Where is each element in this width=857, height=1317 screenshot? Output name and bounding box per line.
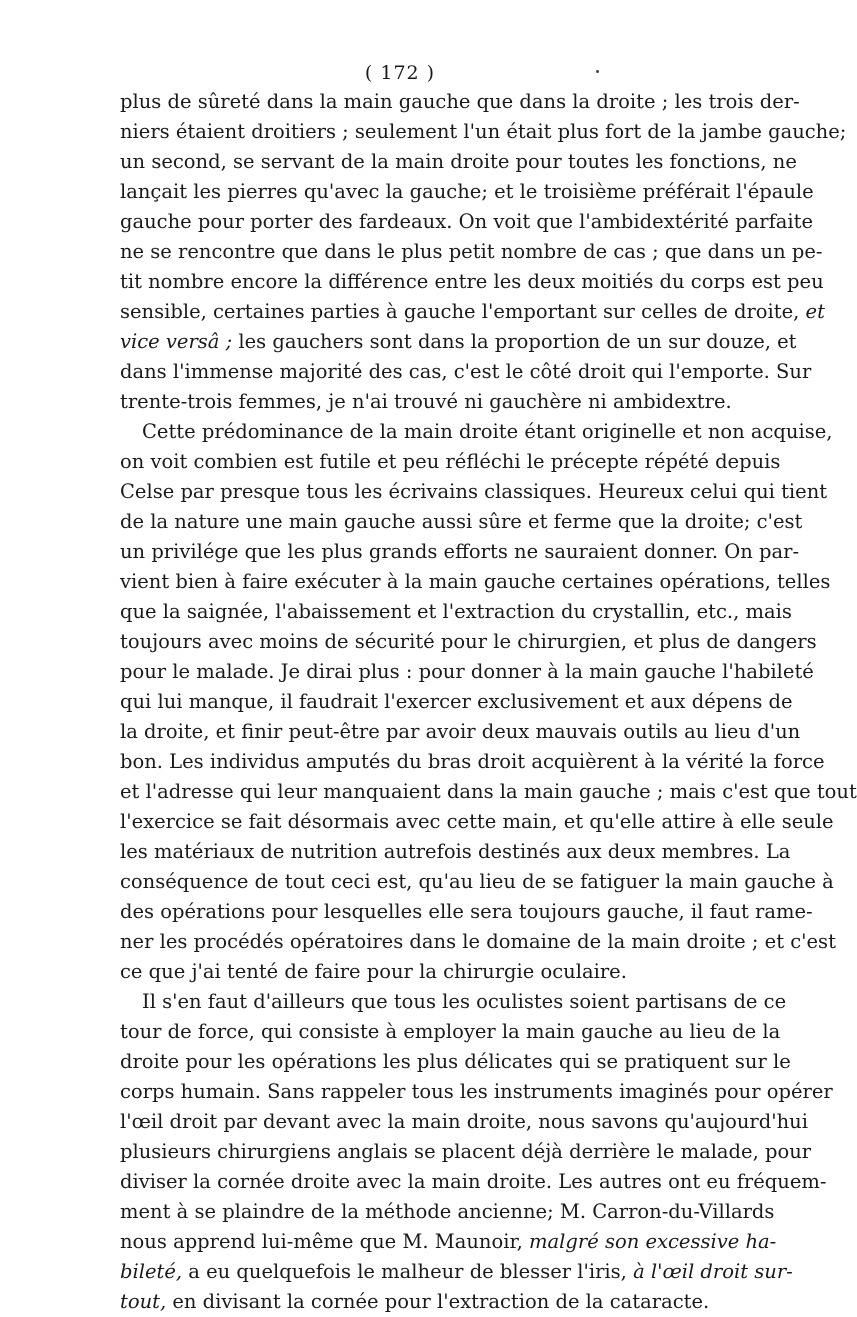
text-line xyxy=(120,687,793,717)
text-run: Il s'en faut d'ailleurs que tous les oculistes soient partisans de ce xyxy=(142,990,787,1013)
text-line xyxy=(120,327,797,357)
text-line xyxy=(120,897,813,927)
text-run: ne se rencontre que dans le plus petit nombre de cas ; que dans un pe- xyxy=(120,240,823,263)
text-run: en divisant la cornée pour l'extraction de la cataracte. xyxy=(166,1290,710,1313)
text-line xyxy=(120,1077,833,1107)
text-line xyxy=(120,357,812,387)
text-run: nous apprend lui-même que M. Maunoir, xyxy=(120,1230,530,1253)
text-run: ce que j'ai tenté de faire pour la chirurgie oculaire. xyxy=(120,960,627,983)
text-line xyxy=(120,1167,827,1197)
text-run: niers étaient droitiers ; seulement l'un était plus fort de la jambe gauche; xyxy=(120,120,847,143)
text-line xyxy=(120,747,825,777)
text-run: plusieurs chirurgiens anglais se placent déjà derrière le malade, pour xyxy=(120,1140,812,1163)
text-line xyxy=(120,207,814,237)
text-run: droite pour les opérations les plus délicates qui se pratiquent sur le xyxy=(120,1050,791,1073)
text-line xyxy=(120,237,823,267)
text-run: l'œil droit par devant avec la main droite, nous savons qu'aujourd'hui xyxy=(120,1110,808,1133)
text-run: qui lui manque, il faudrait l'exercer exclusivement et aux dépens de xyxy=(120,690,793,713)
text-line xyxy=(120,417,833,447)
text-line xyxy=(120,957,680,987)
text-run: a eu quelquefois le malheur de blesser l'iris, xyxy=(182,1260,634,1283)
ink-speck xyxy=(596,70,599,73)
text-run: dans l'immense majorité des cas, c'est le côté droit qui l'emporte. Sur xyxy=(120,360,812,383)
text-run: la droite, et finir peut-être par avoir deux mauvais outils au lieu d'un xyxy=(120,720,801,743)
text-line xyxy=(120,657,814,687)
text-line xyxy=(120,867,834,897)
text-run: plus de sûreté dans la main gauche que dans la droite ; les trois der- xyxy=(120,90,800,113)
italic-text: malgré son excessive ha- xyxy=(529,1230,777,1253)
italic-text: bileté, xyxy=(120,1260,183,1283)
page-number: ( 172 ) xyxy=(364,62,436,84)
text-run: que la saignée, l'abaissement et l'extraction du crystallin, etc., mais xyxy=(120,600,792,623)
text-line xyxy=(120,1257,793,1287)
text-line xyxy=(120,627,817,657)
text-line xyxy=(120,1017,781,1047)
text-line xyxy=(120,87,800,117)
text-line xyxy=(120,597,792,627)
text-run: de la nature une main gauche aussi sûre et ferme que la droite; c'est xyxy=(120,510,803,533)
text-line xyxy=(120,1137,812,1167)
text-line xyxy=(120,717,801,747)
text-line xyxy=(120,447,781,477)
text-line xyxy=(120,1107,808,1137)
italic-text: à l'œil droit sur- xyxy=(633,1260,793,1283)
text-line xyxy=(120,537,800,567)
text-line xyxy=(120,297,825,327)
text-run: bon. Les individus amputés du bras droit acquièrent à la vérité la force xyxy=(120,750,825,773)
text-line xyxy=(120,837,791,867)
text-run: trente-trois femmes, je n'ai trouvé ni gauchère ni ambidextre. xyxy=(120,390,732,413)
text-run: des opérations pour lesquelles elle sera toujours gauche, il faut rame- xyxy=(120,900,813,923)
italic-text: vice versâ ; xyxy=(120,330,233,353)
text-line xyxy=(120,987,787,1017)
text-line xyxy=(120,267,824,297)
text-run: lançait les pierres qu'avec la gauche; et le troisième préférait l'épaule xyxy=(120,180,814,203)
text-line xyxy=(120,387,732,417)
text-run: Cette prédominance de la main droite étant originelle et non acquise, xyxy=(142,420,833,443)
text-run: Celse par presque tous les écrivains classiques. Heureux celui qui tient xyxy=(120,480,828,503)
text-line xyxy=(120,507,803,537)
text-run: on voit combien est futile et peu réfléchi le précepte répété depuis xyxy=(120,450,781,473)
text-line xyxy=(120,147,797,177)
text-run: les gauchers sont dans la proportion de un sur douze, et xyxy=(232,330,797,353)
text-run: tour de force, qui consiste à employer la main gauche au lieu de la xyxy=(120,1020,781,1043)
text-run: toujours avec moins de sécurité pour le chirurgien, et plus de dangers xyxy=(120,630,817,653)
text-run: diviser la cornée droite avec la main droite. Les autres ont eu fréquem- xyxy=(120,1170,827,1193)
text-run: ner les procédés opératoires dans le domaine de la main droite ; et c'est xyxy=(120,930,836,953)
text-line xyxy=(120,177,814,207)
text-run: pour le malade. Je dirai plus : pour donner à la main gauche l'habileté xyxy=(120,660,814,683)
text-run: un privilége que les plus grands efforts ne sauraient donner. On par- xyxy=(120,540,800,563)
text-run: tit nombre encore la différence entre les deux moitiés du corps est peu xyxy=(120,270,824,293)
text-run: vient bien à faire exécuter à la main gauche certaines opérations, telles xyxy=(120,570,831,593)
text-line xyxy=(120,1287,710,1317)
text-line xyxy=(120,477,828,507)
text-run: un second, se servant de la main droite pour toutes les fonctions, ne xyxy=(120,150,797,173)
text-run: et l'adresse qui leur manquaient dans la main gauche ; mais c'est que tout xyxy=(120,780,857,803)
text-line xyxy=(120,927,836,957)
italic-text: et xyxy=(805,300,825,323)
text-line xyxy=(120,807,834,837)
text-run: les matériaux de nutrition autrefois destinés aux deux membres. La xyxy=(120,840,791,863)
text-run: sensible, certaines parties à gauche l'emportant sur celles de droite, xyxy=(120,300,806,323)
text-run: conséquence de tout ceci est, qu'au lieu de se fatiguer la main gauche à xyxy=(120,870,834,893)
text-line xyxy=(120,777,857,807)
text-line xyxy=(120,1047,791,1077)
text-run: corps humain. Sans rappeler tous les instruments imaginés pour opérer xyxy=(120,1080,833,1103)
text-line xyxy=(120,1197,775,1227)
text-run: ment à se plaindre de la méthode ancienne; M. Carron-du-Villards xyxy=(120,1200,775,1223)
text-run: l'exercice se fait désormais avec cette main, et qu'elle attire à elle seule xyxy=(120,810,834,833)
text-line xyxy=(120,1227,777,1257)
italic-text: tout, xyxy=(120,1290,167,1313)
text-line xyxy=(120,117,847,147)
text-run: gauche pour porter des fardeaux. On voit que l'ambidextérité parfaite xyxy=(120,210,814,233)
text-line xyxy=(120,567,831,597)
